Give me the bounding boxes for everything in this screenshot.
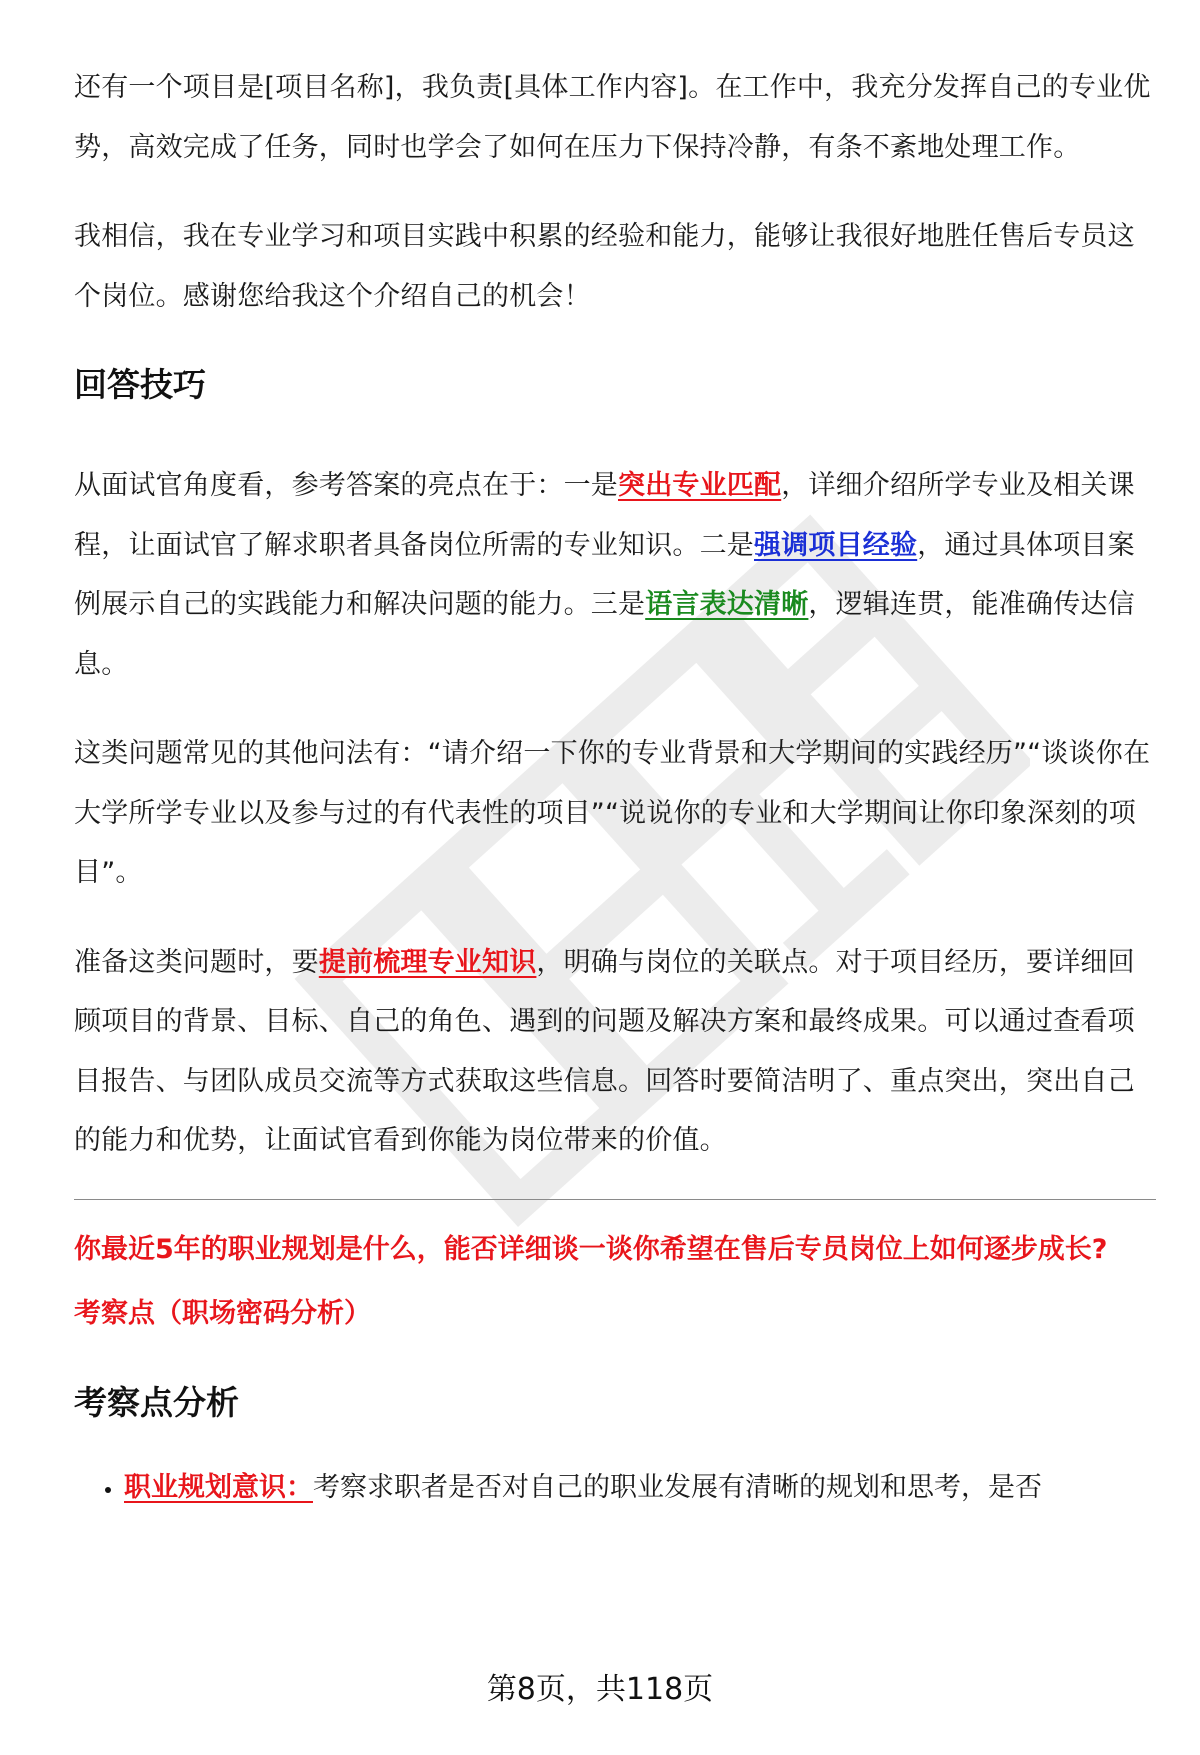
text-span: ，详细介绍所学专业及相关课程，让面试官了解求职者具备岗位所需的专业知识。二是	[74, 470, 1135, 561]
highlight-clear-expression: 语言表达清晰	[645, 589, 809, 620]
paragraph-conclusion: 我相信，我在专业学习和项目实践中积累的经验和能力，能够让我很好地胜任售后专员这个岗位。感谢您给我这个介绍自己的机会！	[74, 221, 1135, 312]
analysis-item-label: 职业规划意识：	[124, 1471, 313, 1503]
section-heading-analysis: 考察点分析	[74, 1382, 239, 1422]
tips-paragraph-variants: 这类问题常见的其他问法有：“请介绍一下你的专业背景和大学期间的实践经历”“谈谈你在大学所学专业以及参与过的有代表性的项目”“说说你的专业和大学期间让你印象深刻的项目”。	[74, 738, 1151, 888]
text-span: 准备这类问题时，要	[74, 946, 319, 978]
section-divider	[74, 1199, 1156, 1200]
highlight-project-experience: 强调项目经验	[754, 529, 918, 561]
text-span: ，逻辑连贯，能准确传达信息。	[74, 589, 1135, 680]
text-span: ，明确与岗位的关联点。对于项目经历，要详细回顾项目的背景、目标、自己的角色、遇到的问题及解决方案和最终成果。可以通过查看项目报告、与团队成员交流等方式获取这些信息。回答时要简洁明了、重点突出，突出自己的能力和优势，让面试官看到你能为岗位带来的价值。	[74, 946, 1135, 1156]
document-page	[74, 58, 1156, 1512]
tips-paragraph-highlights	[74, 456, 1156, 694]
question-title: 你最近5年的职业规划是什么，能否详细谈一谈你希望在售后专员岗位上如何逐步成长?	[74, 1233, 1108, 1265]
highlight-organize-knowledge: 提前梳理专业知识	[318, 946, 537, 978]
text-span: ，通过具体项目案例展示自己的实践能力和解决问题的能力。三是	[74, 529, 1135, 620]
text-span: 从面试官角度看，参考答案的亮点在于：一是	[74, 470, 618, 501]
highlight-professional-match: 突出专业匹配	[618, 470, 782, 501]
tips-paragraph-preparation	[74, 933, 1156, 1171]
section-heading-tips: 回答技巧	[74, 365, 206, 404]
list-item	[124, 1464, 1156, 1512]
analysis-list	[74, 1464, 1156, 1512]
question-subheading: 考察点（职场密码分析）	[74, 1297, 371, 1329]
paragraph-project: 还有一个项目是[项目名称]，我负责[具体工作内容]。在工作中，我充分发挥自己的专业优势，高效完成了任务，同时也学会了如何在压力下保持冷静，有条不紊地处理工作。	[74, 72, 1151, 163]
page-number: 第8页，共118页	[486, 1672, 714, 1707]
analysis-item-text: 考察求职者是否对自己的职业发展有清晰的规划和思考，是否	[313, 1471, 1042, 1503]
